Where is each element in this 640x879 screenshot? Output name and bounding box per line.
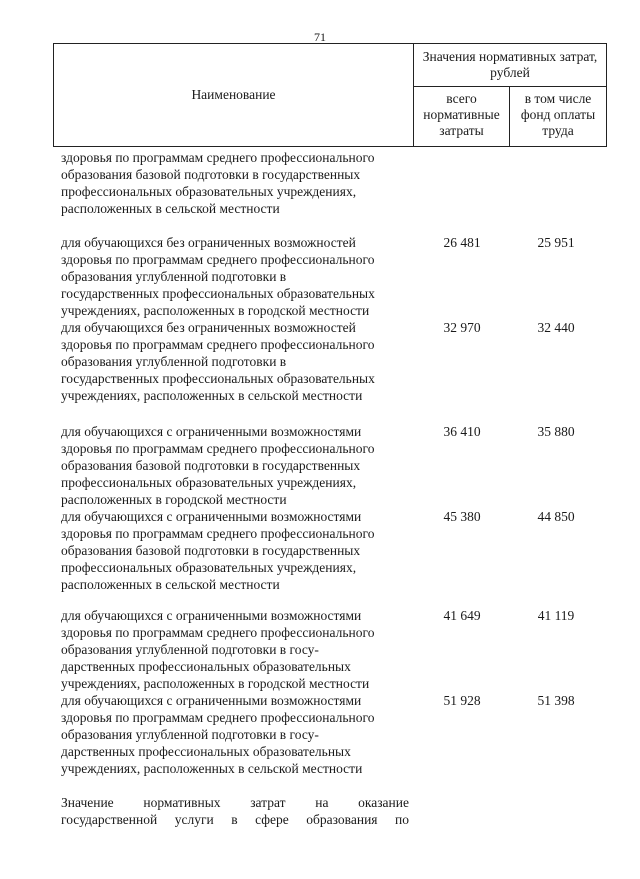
table-cell-wage: 35 880 [537,424,575,439]
closing-line: Значение нормативных затрат на оказание [61,795,409,810]
table-cell-total: 41 649 [443,608,481,623]
table-cell-wage: 32 440 [537,320,575,335]
table-row-text: для обучающихся с ограниченными возможностями здоровья по программам среднего профессионального образования углубленной подготовки в госу- дарственных профессиональных образовательных учреждениях, расположенных в городской местности [61,608,375,691]
table-cell-total: 36 410 [443,424,481,439]
table-cell-total: 26 481 [443,235,481,250]
table-row-text: для обучающихся с ограниченными возможностями здоровья по программам среднего профессионального образования углубленной подготовки в госу- дарственных профессиональных образовательных учреждениях, расположенных в сельской местности [61,693,375,776]
closing-line: государственной услуги в сфере образования по [61,812,409,827]
table-row-text: для обучающихся без ограниченных возможностей здоровья по программам среднего профессионального образования углубленной подготовки в государственных профессиональных образовательных учреждениях, расположенных в сельской местности [61,320,375,403]
table-cell-total: 51 928 [443,693,481,708]
table-cell-total: 45 380 [443,509,481,524]
table-cell-wage: 41 119 [537,608,575,623]
table-header [53,43,607,147]
header-values-group: Значения нормативных затрат, рублей [414,44,606,87]
table-row-text: для обучающихся без ограниченных возможностей здоровья по программам среднего профессионального образования углубленной подготовки в государственных профессиональных образовательных учреждениях, расположенных в городской местности [61,235,375,318]
header-name-column: Наименование [54,44,414,146]
header-wage-column: в том числе фонд оплаты труда [520,91,596,138]
table-row-text: для обучающихся с ограниченными возможностями здоровья по программам среднего профессионального образования базовой подготовки в государственных профессиональных образовательных учреждениях, расположенных в сельской местности [61,509,375,592]
table-row-text: для обучающихся с ограниченными возможностями здоровья по программам среднего профессионального образования базовой подготовки в государственных профессиональных образовательных учреждениях, расположенных в городской местности [61,424,375,507]
table-row-text: здоровья по программам среднего профессионального образования базовой подготовки в государственных профессиональных образовательных учреждениях, расположенных в сельской местности [61,150,375,216]
closing-paragraph [61,794,409,828]
table-cell-wage: 25 951 [537,235,575,250]
page-number: 71 [314,30,326,44]
table-cell-wage: 51 398 [537,693,575,708]
table-cell-total: 32 970 [443,320,481,335]
header-total-column: всего нормативные затраты [414,87,510,146]
table-cell-wage: 44 850 [537,509,575,524]
